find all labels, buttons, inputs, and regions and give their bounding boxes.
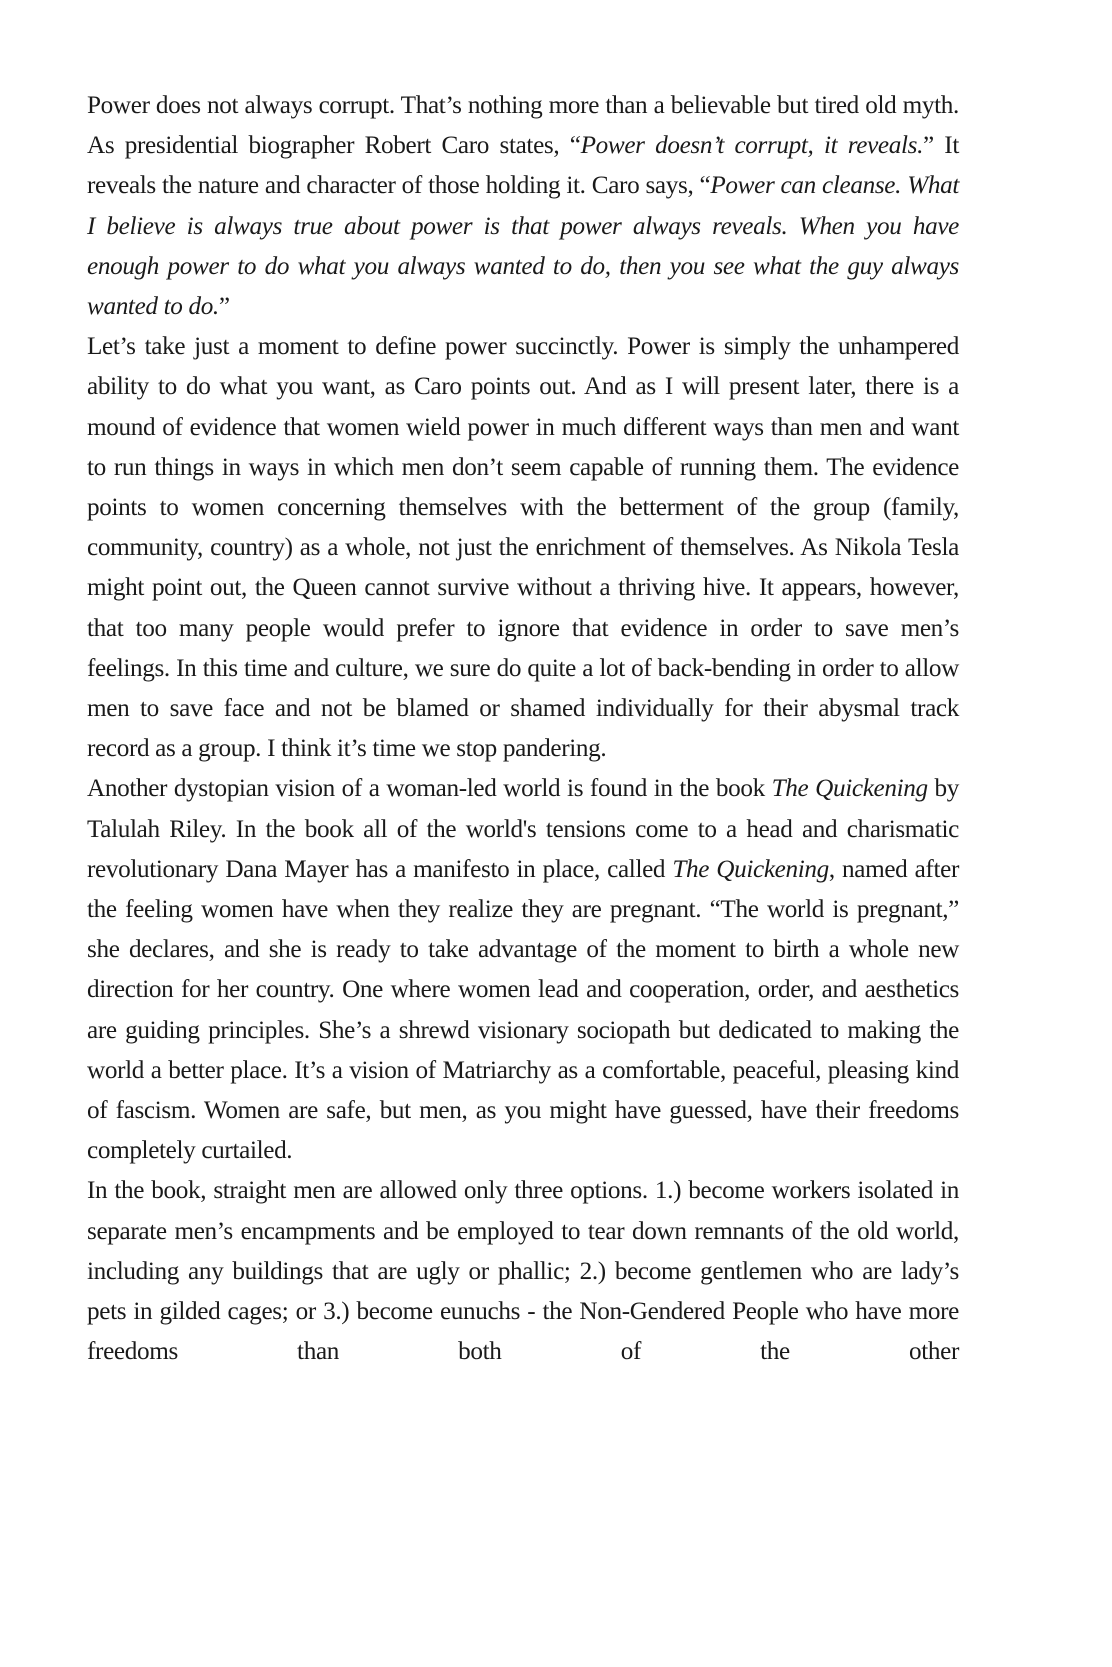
text-segment: ” It reveals the nature and character of those holding it. Caro says, “ bbox=[87, 132, 959, 200]
text-segment: Another dystopian vision of a woman-led world is found in the book bbox=[87, 775, 772, 803]
paragraph-the-quickening bbox=[87, 769, 959, 1171]
book-title-segment: The Quickening bbox=[771, 775, 928, 803]
text-segment: ” bbox=[218, 293, 230, 321]
quote-segment: Power doesn’t corrupt, it reveals. bbox=[580, 132, 924, 160]
document-page bbox=[87, 86, 959, 1373]
text-segment: , named after the feeling women have when they realize they are pregnant. “The world is pregnant,” she declares, and she is ready to take advantage of the moment to birth a whole new direction for her country. One where women lead and cooperation, order, and aesthetics are guiding principles. She’s a shrewd visionary sociopath but dedicated to making the world a better place. It’s a vision of Matriarchy as a comfortable, peaceful, pleasing kind of fascism. Women are safe, but men, as you might have guessed, have their freedoms completely curtailed. bbox=[87, 855, 959, 1165]
text-segment: by Talulah Riley. In the book all of the world's tensions come to a head and charismatic revolutionary Dana Mayer has a manifesto in place, called bbox=[87, 775, 959, 883]
book-title-segment: The Quickening bbox=[672, 855, 829, 883]
paragraph-power-reveals bbox=[87, 86, 959, 327]
paragraph-three-options bbox=[87, 1171, 959, 1372]
quote-segment: Power can cleanse. What I believe is always true about power is that power always reveals. When you have enough power to do what you always wanted to do, then you see what the guy always wanted to do. bbox=[87, 172, 959, 321]
text-segment: Power does not always corrupt. That’s nothing more than a believable but tired old myth. As presidential biographer Robert Caro states, “ bbox=[87, 92, 959, 160]
paragraph-define-power bbox=[87, 327, 959, 769]
text-segment: Let’s take just a moment to define power succinctly. Power is simply the unhampered ability to do what you want, as Caro points out. And as I will present later, there is a mound of evidence that women wield power in much different ways than men and want to run things in ways in which men don’t seem capable of running them. The evidence points to women concerning themselves with the betterment of the group (family, community, country) as a whole, not just the enrichment of themselves. As Nikola Tesla might point out, the Queen cannot survive without a thriving hive. It appears, however, that too many people would prefer to ignore that evidence in order to save men’s feelings. In this time and culture, we sure do quite a lot of back-bending in order to allow men to save face and not be blamed or shamed individually for their abysmal track record as a group. I think it’s time we stop pandering. bbox=[87, 333, 959, 763]
text-segment: In the book, straight men are allowed only three options. 1.) become workers isolated in separate men’s encampments and be employed to tear down remnants of the old world, including any buildings that are ugly or phallic; 2.) become gentlemen who are lady’s pets in gilded cages; or 3.) become eunuchs - the Non-Gendered People who have more freedoms than both of the other bbox=[87, 1177, 959, 1366]
